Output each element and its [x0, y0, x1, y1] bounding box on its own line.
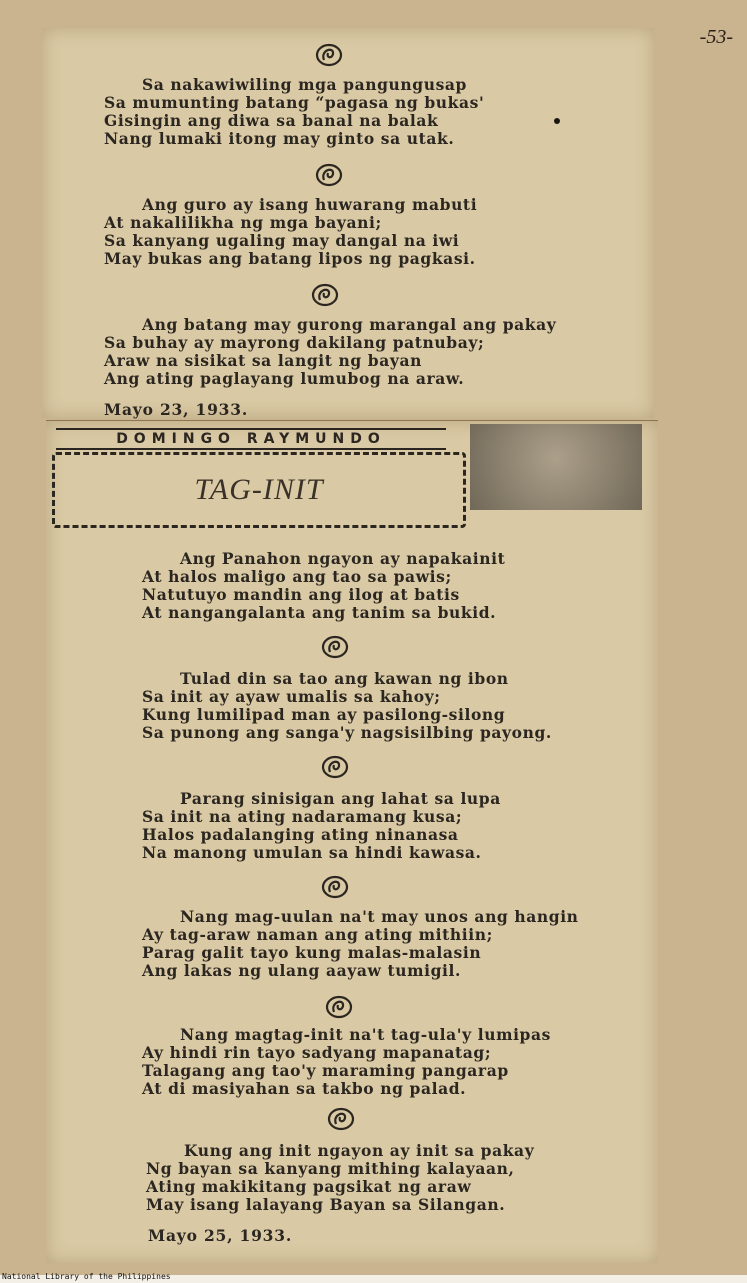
- poem-line: Sa nakawiwiling mga pangungusap: [142, 75, 467, 94]
- poem1-stanza-3: [104, 316, 556, 388]
- poem2-stanza-3: [142, 790, 501, 862]
- poem-line: At halos maligo ang tao sa pawis;: [142, 567, 452, 586]
- poem2-stanza-6: [146, 1142, 534, 1214]
- poem-line: Sa punong ang sanga'y nagsisilbing payong.: [142, 723, 552, 742]
- author-name: DOMINGO RAYMUNDO: [56, 428, 446, 450]
- poem1-stanza-2: [104, 196, 477, 268]
- poem-line: Kung lumilipad man ay pasilong-silong: [142, 705, 506, 724]
- poem-line: At di masiyahan sa takbo ng palad.: [142, 1079, 467, 1098]
- poem-line: Ay tag-araw naman ang ating mithiin;: [142, 925, 493, 944]
- poem2-stanza-5: [142, 1026, 551, 1098]
- ornament-icon: [326, 1106, 356, 1132]
- poem-line: Ng bayan sa kanyang mithing kalayaan,: [146, 1159, 515, 1178]
- poem-line: Ay hindi rin tayo sadyang mapanatag;: [142, 1043, 492, 1062]
- poem2-stanza-4: [142, 908, 579, 980]
- poem-line: Sa init ay ayaw umalis sa kahoy;: [142, 687, 441, 706]
- poem-line: Sa mumunting batang “pagasa ng bukas': [104, 93, 485, 112]
- poem-line: Na manong umulan sa hindi kawasa.: [142, 843, 482, 862]
- poem2-date: Mayo 25, 1933.: [148, 1226, 293, 1245]
- ornament-icon: [320, 634, 350, 660]
- title-frame: [52, 452, 466, 528]
- poem-line: Araw na sisikat sa langit ng bayan: [104, 351, 423, 370]
- poem-line: Ang batang may gurong marangal ang pakay: [142, 315, 557, 334]
- poem-line: Sa kanyang ugaling may dangal na iwi: [104, 231, 460, 250]
- footer-credit: National Library of the Philippines: [2, 1272, 171, 1281]
- poem-line: May bukas ang batang lipos ng pagkasi.: [104, 249, 476, 268]
- poem-line: Kung ang init ngayon ay init sa pakay: [184, 1141, 535, 1160]
- poem-line: Gisingin ang diwa sa banal na balak: [104, 111, 439, 130]
- poem1-date: Mayo 23, 1933.: [104, 400, 249, 419]
- poem-line: Nang magtag-init na't tag-ula'y lumipas: [180, 1025, 551, 1044]
- poem-line: Tulad din sa tao ang kawan ng ibon: [180, 669, 509, 688]
- poem-line: Sa buhay ay mayrong dakilang patnubay;: [104, 333, 485, 352]
- poem-line: Sa init na ating nadaramang kusa;: [142, 807, 463, 826]
- poem-line: Halos padalanging ating ninanasa: [142, 825, 459, 844]
- poem-line: At nakalilikha ng mga bayani;: [104, 213, 382, 232]
- poem-line: Nang mag-uulan na't may unos ang hangin: [180, 907, 579, 926]
- poem-title: TAG-INIT: [194, 473, 324, 506]
- ornament-icon: [314, 162, 344, 188]
- poem-line: Ang ating paglayang lumubog na araw.: [104, 369, 465, 388]
- poem2-stanza-2: [142, 670, 552, 742]
- poem-line: At nangangalanta ang tanim sa bukid.: [142, 603, 497, 622]
- ink-dot: [554, 118, 560, 124]
- poem-line: Nang lumaki itong may ginto sa utak.: [104, 129, 455, 148]
- ornament-icon: [324, 994, 354, 1020]
- poem-line: Talagang ang tao'y maraming pangarap: [142, 1061, 509, 1080]
- page-number: -53-: [699, 26, 733, 48]
- ornament-icon: [310, 282, 340, 308]
- poem-line: May isang lalayang Bayan sa Silangan.: [146, 1195, 506, 1214]
- poem-line: Ang Panahon ngayon ay napakainit: [180, 549, 506, 568]
- poem-line: Parang sinisigan ang lahat sa lupa: [180, 789, 501, 808]
- poem-line: Ang guro ay isang huwarang mabuti: [142, 195, 478, 214]
- ornament-icon: [314, 42, 344, 68]
- ornament-icon: [320, 874, 350, 900]
- poem-line: Ang lakas ng ulang aayaw tumigil.: [142, 961, 461, 980]
- author-portrait: [470, 424, 642, 510]
- poem-line: Ating makikitang pagsikat ng araw: [146, 1177, 472, 1196]
- poem1-stanza-1: [104, 76, 484, 148]
- poem2-stanza-1: [142, 550, 505, 622]
- poem-line: Parag galit tayo kung malas-malasin: [142, 943, 482, 962]
- poem-line: Natutuyo mandin ang ilog at batis: [142, 585, 460, 604]
- ornament-icon: [320, 754, 350, 780]
